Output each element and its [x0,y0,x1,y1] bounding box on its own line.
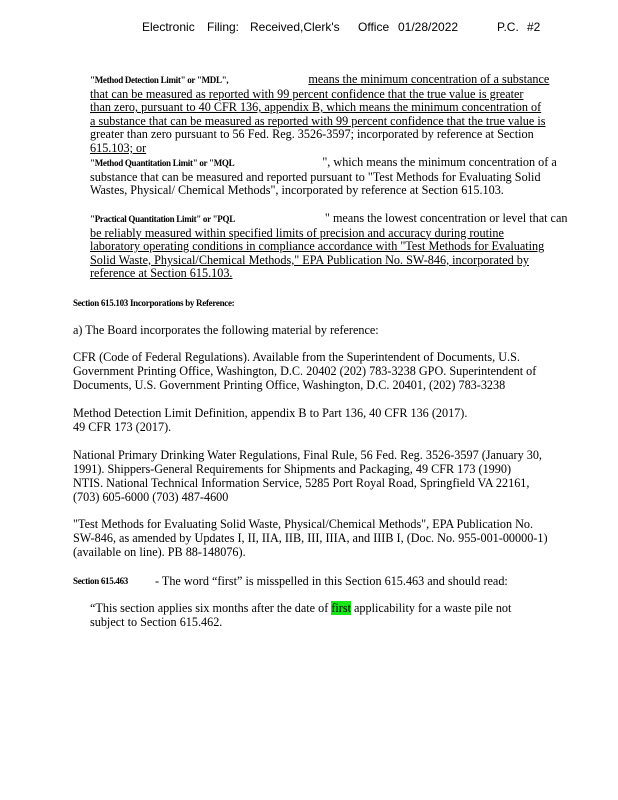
cfr-paragraph [73,350,598,392]
cfr-line-2: Government Printing Office, Washington, D.C. 20402 (202) 783-3238 GPO. Superintendent of [73,364,537,378]
cfr-line-1: CFR (Code of Federal Regulations). Available from the Superintendent of Documents, U.S. [73,350,520,364]
mdl-line-2: that can be measured as reported with 99 percent confidence that the true value is greater [90,86,524,101]
mdl-reference-paragraph [73,406,598,434]
mdl-ref-line-1: Method Detection Limit Definition, appendix B to Part 136, 40 CFR 136 (2017). [73,406,468,420]
npdwr-paragraph [73,448,598,504]
section-615-463-heading: Section 615.463 [73,576,128,586]
mdl-line-3: than zero, pursuant to 40 CFR 136, appendix B, which means the minimum concentration of [90,100,542,115]
header-pc: P.C. [497,20,519,34]
mql-term: "Method Quantitation Limit" or "MQL [90,158,235,168]
npdwr-line-1: National Primary Drinking Water Regulations, Final Rule, 56 Fed. Reg. 3526-3597 (January 30, [73,448,542,462]
quote-line-2: subject to Section 615.462. [90,615,223,629]
corrected-quote [90,601,600,629]
quote-part-1: “This section applies six months after the date of [90,601,332,615]
mql-text: ", which means the minimum concentration of a [322,155,557,169]
header-received: Received,Clerk's [250,20,340,34]
test-methods-line-2: SW-846, as amended by Updates I, II, IIA, IIB, III, IIIA, and IIIB I, (Doc. No. 955-001-00000-1) [73,531,548,545]
header-filing: Filing: [207,20,240,34]
highlighted-word-first: first [331,601,351,615]
mdl-term: "Method Detection Limit" or "MDL", [90,75,229,85]
mdl-ref-line-2: 49 CFR 173 (2017). [73,420,172,434]
pql-line-2: be reliably measured within specified limits of precision and accuracy during routine [90,225,504,240]
test-methods-line-3: (available on line). PB 88-148076). [73,545,246,559]
mdl-text: means the minimum concentration of a substance [308,72,550,86]
mdl-line-5: greater than zero pursuant to 56 Fed. Reg. 3526-3597; incorporated by reference at Section [90,127,534,142]
mql-definition [90,156,600,198]
pql-line-5: reference at Section 615.103. [90,266,233,281]
mdl-line-6: 615.103; or [90,140,147,155]
test-methods-line-1: "Test Methods for Evaluating Solid Waste, Physical/Chemical Methods", EPA Publication No. [73,517,534,531]
npdwr-line-2: 1991). Shippers-General Requirements for Shipments and Packaging, 49 CFR 173 (1990) [73,462,512,476]
mql-line-3: Wastes, Physical/ Chemical Methods", incorporated by reference at Section 615.103. [90,183,504,198]
test-methods-paragraph [73,517,598,559]
section-615-103-intro: a) The Board incorporates the following material by reference: [73,323,379,337]
section-615-463-note: - The word “first” is misspelled in this Section 615.463 and should read: [155,574,508,588]
header-office: Office [358,20,390,34]
section-615-103-heading: Section 615.103 Incorporations by Reference: [73,298,235,308]
pql-term: "Practical Quantitation Limit" or "PQL [90,214,235,224]
pql-definition [90,212,600,281]
header-electronic: Electronic [142,20,195,34]
cfr-line-3: Documents, U.S. Government Printing Office, Washington, D.C. 20401, (202) 783-3238 [73,378,506,392]
pql-line-3: laboratory operating conditions in compliance accordance with "Test Methods for Evaluating [90,239,545,254]
npdwr-line-3: NTIS. National Technical Information Service, 5285 Port Royal Road, Springfield VA 22161, [73,476,530,490]
pql-text: " means the lowest concentration or level that can [324,211,568,225]
pql-line-4: Solid Waste, Physical/Chemical Methods," EPA Publication No. SW-846, incorporated by [90,252,529,267]
header-number: #2 [527,20,541,34]
mdl-line-4: a substance that can be measured as reported with 99 percent confidence that the true value is [90,113,546,128]
mdl-definition [90,73,600,156]
mql-line-2: substance that can be measured and reported pursuant to "Test Methods for Evaluating Solid [90,169,541,184]
npdwr-line-4: (703) 605-6000 (703) 487-4600 [73,490,229,504]
quote-part-3: applicability for a waste pile not [350,601,512,615]
header-date: 01/28/2022 [398,20,459,34]
